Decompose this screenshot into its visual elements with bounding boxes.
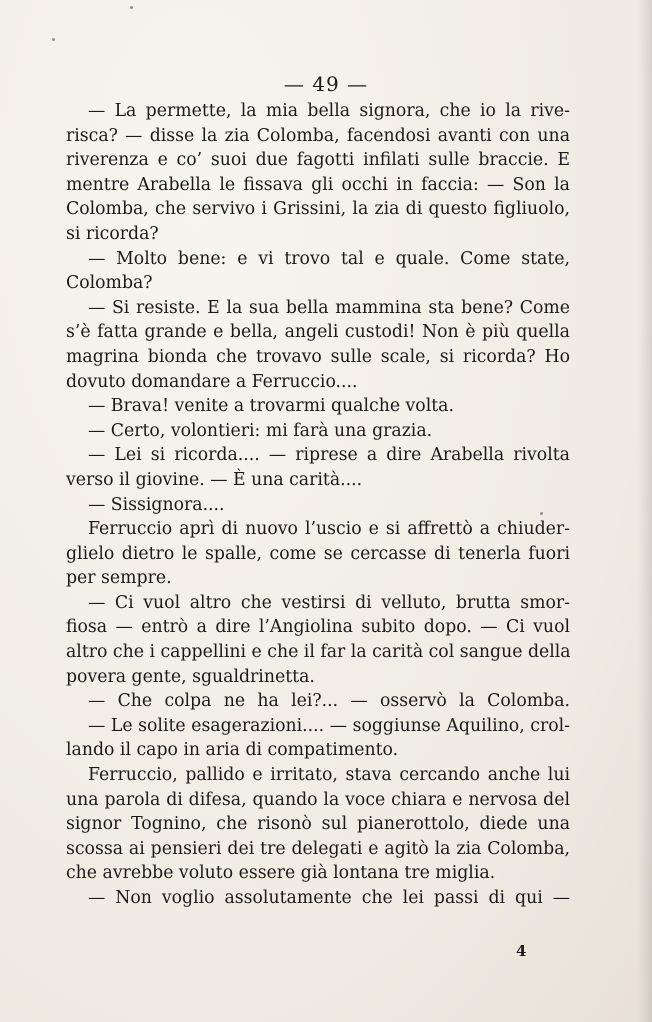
text-line: — Ci vuol altro che vestirsi di velluto, brutta smor- bbox=[88, 592, 570, 613]
text-line: Colomba? bbox=[66, 273, 153, 294]
text-line: una parola di difesa, quando la voce chiara e nervosa del bbox=[66, 789, 570, 810]
text-line: — Molto bene: e vi trovo tal e quale. Come state, bbox=[88, 248, 570, 269]
text-line: si ricorda? bbox=[66, 223, 159, 244]
text-line: verso il giovine. — È una carità.... bbox=[66, 469, 363, 490]
text-line: fiosa — entrò a dire l’Angiolina subito dopo. — Ci vuol bbox=[66, 617, 570, 638]
text-line: — Le solite esagerazioni.... — soggiunse Aquilino, crol- bbox=[88, 715, 570, 736]
body-text bbox=[66, 99, 570, 911]
page-number: — 49 — bbox=[283, 72, 369, 96]
page-edge-shadow bbox=[638, 0, 652, 1022]
text-line: che avrebbe voluto essere già lontana tre miglia. bbox=[66, 863, 496, 884]
text-line: magrina bionda che trovavo sulle scale, si ricorda? Ho bbox=[66, 346, 570, 367]
text-line: — La permette, la mia bella signora, che io la rive- bbox=[88, 101, 570, 121]
text-line: signor Tognino, che risonò sul pianerottolo, diede una bbox=[66, 814, 570, 835]
text-line: risca? — disse la zia Colomba, facendosi avanti con una bbox=[66, 125, 570, 146]
signature-mark: 4 bbox=[516, 942, 527, 960]
text-line: scossa ai pensieri dei tre delegati e agitò la zia Colomba, bbox=[66, 838, 570, 859]
text-line: — Che colpa ne ha lei?... — osservò la Colomba. bbox=[88, 691, 570, 712]
text-line: — Si resiste. E la sua bella mammina sta bene? Come bbox=[88, 297, 570, 318]
text-line: Colomba, che servivo i Grissini, la zia di questo figliuolo, bbox=[66, 199, 570, 220]
paper-speck bbox=[52, 38, 55, 41]
text-line: altro che i cappellini e che il far la carità col sangue della bbox=[66, 642, 571, 663]
paper-speck bbox=[130, 6, 133, 9]
text-line: dovuto domandare a Ferruccio.... bbox=[66, 371, 358, 392]
text-line: lando il capo in aria di compatimento. bbox=[66, 740, 399, 761]
text-line: — Certo, volontieri: mi farà una grazia. bbox=[88, 420, 433, 441]
text-line: — Sissignora.... bbox=[88, 494, 225, 515]
text-line: s’è fatta grande e bella, angeli custodi! Non è più quella bbox=[66, 322, 570, 343]
text-line: Ferruccio aprì di nuovo l’uscio e si affrettò a chiuder- bbox=[88, 519, 570, 540]
text-line: — Non voglio assolutamente che lei passi di qui — bbox=[88, 888, 570, 908]
text-line: Ferruccio, pallido e irritato, stava cercando anche lui bbox=[88, 765, 570, 786]
text-line: riverenza e co’ suoi due fagotti infilati sulle braccie. E bbox=[66, 150, 570, 171]
text-line: — Lei si ricorda.... — riprese a dire Arabella rivolta bbox=[88, 445, 570, 466]
text-line: — Brava! venite a trovarmi qualche volta. bbox=[88, 396, 454, 417]
text-line: per sempre. bbox=[66, 568, 172, 589]
text-line: mentre Arabella le fissava gli occhi in faccia: — Son la bbox=[66, 174, 570, 195]
text-line: povera gente, sgualdrinetta. bbox=[66, 666, 315, 687]
text-line: glielo dietro le spalle, come se cercasse di tenerla fuori bbox=[66, 543, 570, 564]
